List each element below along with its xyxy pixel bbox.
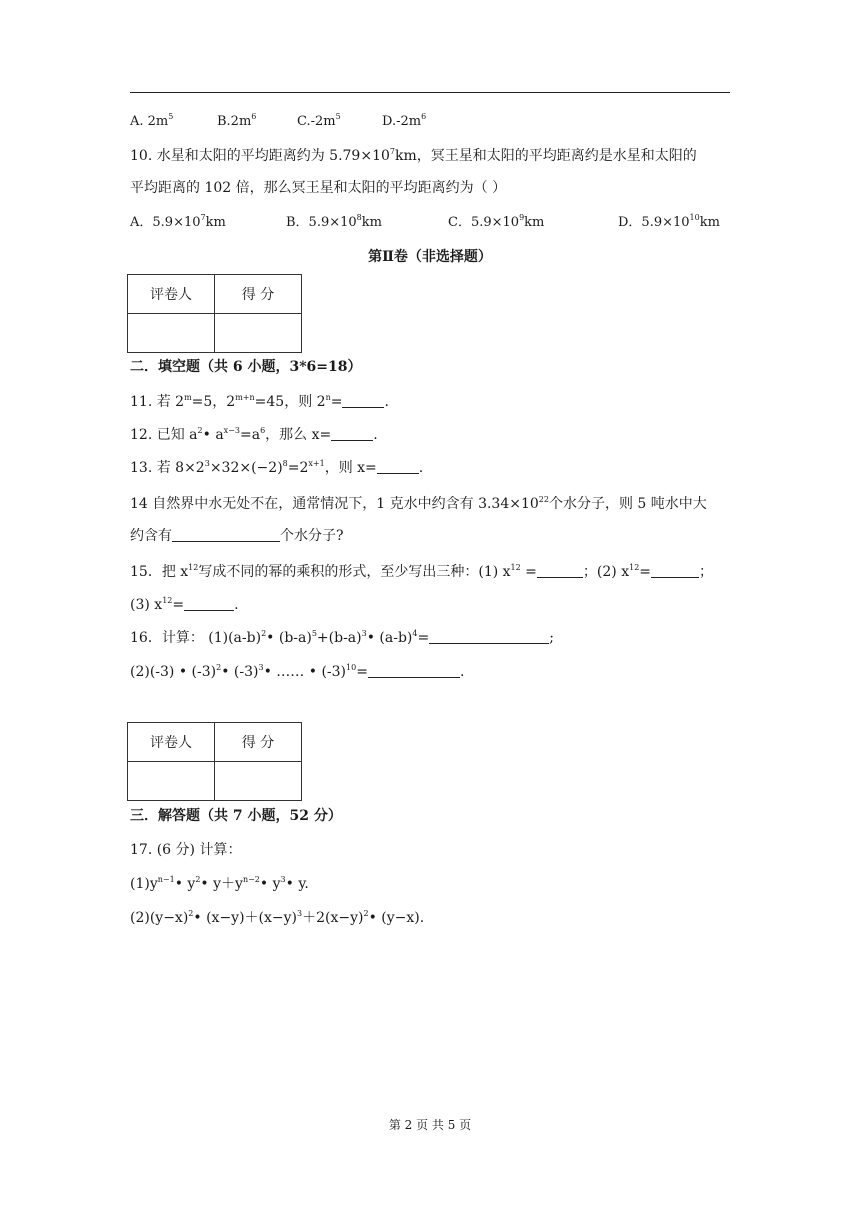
question-14-line-1: 14 自然界中水无处不在，通常情况下，1 克水中约含有 $3.34\times 10^{22}$个水分子，则 5 吨水中大: [130, 495, 707, 512]
answer-blank: [377, 460, 419, 474]
question-17-part-2: $(2)(y-x)^2•$ $(x-y)+(x-y)^3+2(x-y)^2•$ (y−x).: [130, 909, 425, 926]
q10-line-1: 10. 水星和太阳的平均距离约为 $5.79\times 10^7km$，冥王星和太阳的平均距离约是水星和太阳的: [130, 147, 697, 164]
q9-option-b: $B.2m^6$: [217, 112, 257, 129]
grader-cell: [128, 762, 215, 801]
score-cell: [215, 314, 302, 353]
grader-cell: [128, 314, 215, 353]
section-2-title: 第Ⅱ卷（非选择题）: [368, 249, 492, 265]
answer-blank: [184, 597, 234, 611]
q9-option-d: $D.-2m^6$: [382, 112, 427, 129]
question-13: 13. 若 $8\times 2^3\times 32\times(-2)^8=2^{x+1}$，则 x= .: [130, 459, 424, 476]
q10-line-2: 平均距离的 102 倍，那么冥王星和太阳的平均距离约为（ ）: [130, 180, 507, 196]
answer-blank: [651, 564, 699, 578]
part-2-heading: 二．填空题（共 6 小题，3*6=18）: [130, 359, 362, 375]
question-14-line-2: 约含有 个水分子?: [130, 528, 344, 544]
score-cell: [215, 762, 302, 801]
question-15-line-1: 15．把 $x^{12}$写成不同的幂的乘积的形式，至少写出三种：(1) $x^{12}$ = ；(2) $x^{12}=$ ；: [130, 563, 714, 580]
score-table-2: [127, 722, 302, 801]
answer-blank: [368, 664, 460, 678]
q10-option-d: D．$5.9\times 10^{10}km$: [618, 213, 720, 230]
answer-blank: [172, 528, 280, 542]
grader-label: 评卷人: [128, 723, 215, 762]
q9-option-a: A. $2m^5$: [130, 112, 174, 129]
q9-option-c: $C.-2m^5$: [297, 112, 341, 129]
answer-blank: [429, 630, 549, 644]
question-12: 12. 已知 $a^2•$ $a^{x-3}=a^6$，那么 x= .: [130, 426, 378, 443]
q10-option-a: A．$5.9\times 10^7km$: [130, 213, 226, 230]
header-rule: [130, 92, 730, 93]
answer-blank: [537, 564, 583, 578]
answer-blank: [342, 394, 384, 408]
part-3-heading: 三．解答题（共 7 小题，52 分）: [130, 808, 342, 824]
question-16-line-2: (2)(-3) • $(-3)^2•$ $(-3)^3•$ …… • $(-3)^{10}=$ .: [130, 663, 465, 680]
question-15-line-2: (3) $x^{12}=$ .: [130, 596, 239, 613]
question-16-line-1: 16．计算： $(1)(a-b)^2•$ $(b-a)^5+(b-a)^3•$ $(a-b)^4=$ ;: [130, 629, 554, 646]
question-11: 11. 若 $2^m=5$，$2^{m+n}=45$，则 $2^n=$ .: [130, 393, 389, 410]
q10-option-b: B．$5.9\times 10^8km$: [286, 213, 382, 230]
score-table-1: [127, 274, 302, 353]
score-label: 得 分: [215, 275, 302, 314]
page-footer: 第 2 页 共 5 页: [388, 1118, 472, 1132]
score-label: 得 分: [215, 723, 302, 762]
q10-option-c: C．$5.9\times 10^9km$: [448, 213, 545, 230]
question-17-title: 17. (6 分) 计算：: [130, 842, 242, 858]
question-17-part-1: $(1)y^{n-1}•$ $y^2•$ $y+y^{n-2}•$ $y^3•$ y.: [130, 875, 309, 892]
answer-blank: [331, 427, 373, 441]
grader-label: 评卷人: [128, 275, 215, 314]
